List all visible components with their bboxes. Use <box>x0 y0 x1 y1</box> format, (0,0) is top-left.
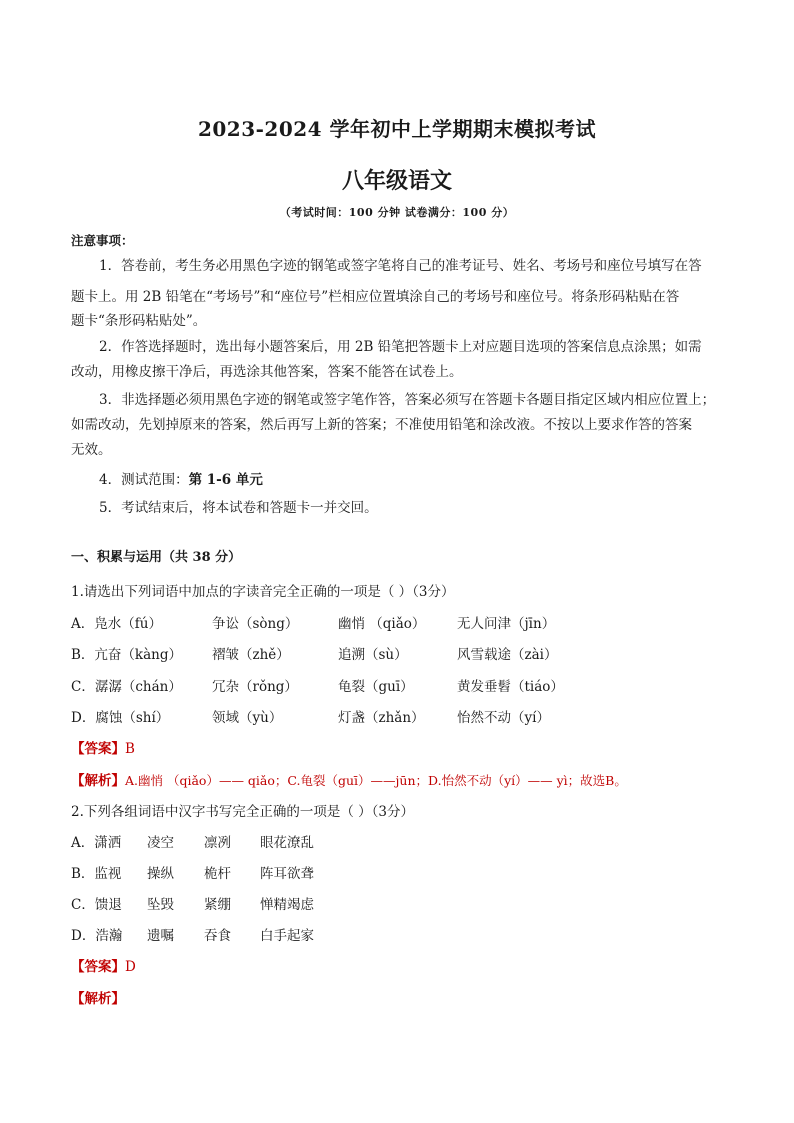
note-3-line-1: 3．非选择题必须用黑色字迹的钢笔或签字笔作答，答案必须写在答题卡各题目指定区域内相应位置上； <box>99 392 716 408</box>
q2-option-c-item: 紧绷 <box>204 897 231 913</box>
note-3-line-3: 无效。 <box>71 442 112 458</box>
q1-answer-value: B <box>125 741 135 757</box>
q2-analysis-label: 【解析】 <box>71 991 125 1007</box>
q1-option-a-item: 争讼（sòng） <box>212 616 299 632</box>
q1-stem: 1.请选出下列词语中加点的字读音完全正确的一项是（ ）（3分） <box>71 584 455 600</box>
q1-analysis <box>71 771 723 791</box>
note-3-line-2: 如需改动，先划掉原来的答案，然后再写上新的答案；不准使用铅笔和涂改液。不按以上要求作答的答案 <box>71 417 692 433</box>
q2-option-d-item: 遗嘱 <box>147 928 174 944</box>
q1-option-d-item: 领域（yù） <box>212 710 283 726</box>
section-1-heading: 一、积累与运用（共 38 分） <box>71 550 242 565</box>
q2-option-b-item: 阵耳欲聋 <box>260 866 314 882</box>
q2-answer-label: 【答案】 <box>71 959 125 975</box>
exam-info: （考试时间：100 分钟 试卷满分：100 分） <box>279 206 515 219</box>
q1-analysis-text: A.幽悄 （qiǎo）—— qiǎo；C.龟裂（guī）——jūn；D.怡然不动（yí）—— yì；故选B。 <box>125 773 627 788</box>
q2-option-a-item: 眼花潦乱 <box>260 835 314 851</box>
q1-option-b-item: 追溯（sù） <box>338 647 408 663</box>
q2-analysis <box>71 989 723 1009</box>
q1-option-d-item: D．腐蚀（shí） <box>71 710 170 726</box>
q1-option-c-item: 黄发垂髫（tiáo） <box>457 679 564 695</box>
q2-answer <box>71 957 723 977</box>
q2-option-c-item: 坠毁 <box>147 897 174 913</box>
q1-option-d-item: 灯盏（zhǎn） <box>338 710 425 726</box>
q2-option-a-item: 凛冽 <box>204 835 231 851</box>
q1-option-b-item: 风雪载途（zài） <box>457 647 558 663</box>
q1-answer <box>71 739 723 759</box>
q2-stem: 2.下列各组词语中汉字书写完全正确的一项是（ ）（3分） <box>71 804 415 820</box>
q1-option-c-item: C．潺潺（chán） <box>71 679 182 695</box>
note-4-prefix: 4．测试范围： <box>99 472 189 488</box>
q2-option-a-item: 凌空 <box>147 835 174 851</box>
q2-option-c-item: 惮精竭虑 <box>260 897 314 913</box>
note-2-line-2: 改动，用橡皮擦干净后，再选涂其他答案，答案不能答在试卷上。 <box>71 364 463 380</box>
q1-option-c-item: 龟裂（guī） <box>338 679 414 695</box>
q1-option-b-item: 褶皱（zhě） <box>212 647 290 663</box>
q1-answer-label: 【答案】 <box>71 741 125 757</box>
q2-answer-value: D <box>125 959 136 975</box>
q1-option-a-item: A．凫水（fú） <box>71 616 162 632</box>
q1-option-d-item: 怡然不动（yí） <box>457 710 550 726</box>
note-1-line-2: 题卡上。用 2B 铅笔在“考场号”和“座位号”栏相应位置填涂自己的考场号和座位号。将条形码粘贴在答 <box>71 289 680 305</box>
note-4-range: 第 1-6 单元 <box>188 472 263 488</box>
q2-option-b-item: 桅杆 <box>204 866 231 882</box>
q2-option-c-item: C．馈退 <box>71 897 122 913</box>
note-2-line-1: 2．作答选择题时，选出每小题答案后，用 2B 铅笔把答题卡上对应题目选项的答案信息点涂黑；如需 <box>99 339 702 355</box>
q2-option-b-item: 操纵 <box>147 866 174 882</box>
q1-analysis-label: 【解析】 <box>71 773 125 789</box>
note-1-line-1: 1．答卷前，考生务必用黑色字迹的钢笔或签字笔将自己的准考证号、姓名、考场号和座位号填写在答 <box>99 258 702 274</box>
q2-option-d-item: 白手起家 <box>260 928 314 944</box>
q2-option-d-item: D．浩瀚 <box>71 928 123 944</box>
note-1-line-3: 题卡“条形码粘贴处”。 <box>71 313 207 329</box>
q2-option-a-item: A．潇洒 <box>71 835 122 851</box>
q1-option-a-item: 无人问津（jīn） <box>457 616 556 632</box>
q2-option-d-item: 吞食 <box>204 928 231 944</box>
note-5: 5．考试结束后，将本试卷和答题卡一并交回。 <box>99 500 378 516</box>
note-4 <box>71 470 723 490</box>
q2-option-b-item: B．监视 <box>71 866 122 882</box>
exam-title: 2023-2024 学年初中上学期期末模拟考试 <box>197 117 597 141</box>
exam-subtitle: 八年级语文 <box>341 168 452 194</box>
q1-option-c-item: 冗杂（rǒng） <box>212 679 298 695</box>
notes-heading: 注意事项： <box>71 233 134 248</box>
q1-option-a-item: 幽悄 （qiǎo） <box>338 616 426 632</box>
q1-option-b-item: B．亢奋（kàng） <box>71 647 182 663</box>
